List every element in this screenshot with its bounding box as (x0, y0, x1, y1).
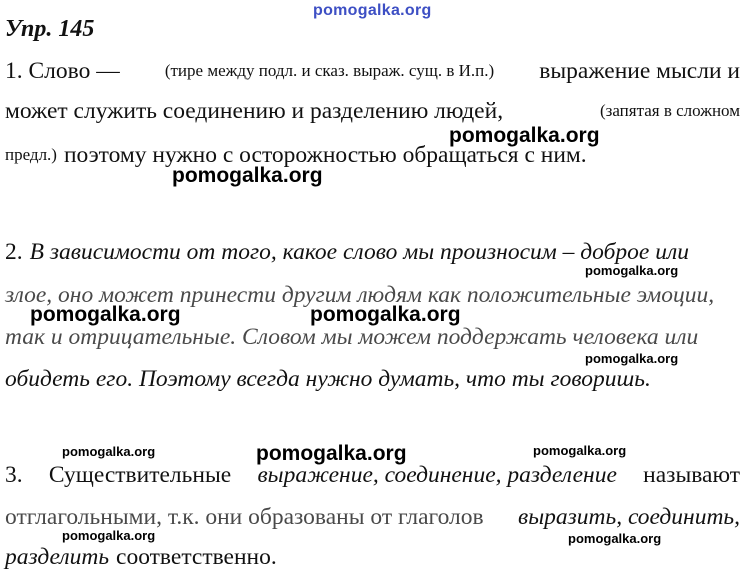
para3-line2-italic: выразить, соединить, (518, 504, 740, 530)
para1-line3-text: поэтому нужно с осторожностью обращаться с ним. (63, 142, 587, 168)
watermark: pomogalka.org (585, 351, 679, 366)
para3-line1-plain: Существительные (48, 462, 232, 488)
para1-line3 (5, 140, 740, 170)
exercise-title: Упр. 145 (5, 16, 95, 42)
para1-line1-tail: выражение мысли и (539, 58, 740, 84)
para1-note2: (запятая в сложном (599, 101, 740, 120)
para1-line1 (5, 56, 740, 86)
watermark: pomogalka.org (568, 531, 662, 546)
para2-number: 2. (5, 239, 23, 265)
watermark: pomogalka.org (310, 303, 461, 326)
para3-line3 (5, 542, 740, 572)
para1-line2-text: может служить соединению и разделению людей, (5, 98, 504, 124)
para2-line3: так и отрицательные. Словом мы можем поддержать человека или (5, 324, 699, 350)
watermark: pomogalka.org (30, 303, 181, 326)
watermark: pomogalka.org (256, 442, 407, 465)
watermark-top: pomogalka.org (313, 2, 432, 19)
para1-note1: (тире между подл. и сказ. выраж. сущ. в И.п.) (164, 61, 495, 80)
para3-line1-end: называют (643, 462, 740, 488)
para3-line3-italic: разделить (5, 544, 110, 570)
watermark: pomogalka.org (62, 444, 156, 459)
watermark: pomogalka.org (585, 263, 679, 278)
watermark: pomogalka.org (172, 164, 323, 187)
para1-number: 1. Слово — (5, 58, 120, 84)
watermark: pomogalka.org (533, 443, 627, 458)
watermark: pomogalka.org (62, 528, 156, 543)
para3-line2-plain: отглагольными, т.к. они образованы от глаголов (5, 504, 484, 530)
para3-line3-plain: соответственно. (116, 544, 277, 570)
para2-line4: обидеть его. Поэтому всегда нужно думать, что ты говоришь. (5, 366, 651, 392)
para2-line1-text: В зависимости от того, какое слово мы произносим – доброе или (29, 239, 689, 265)
para3-number: 3. (5, 462, 23, 488)
para1-line2 (5, 96, 740, 126)
watermark: pomogalka.org (449, 124, 600, 147)
para3-line1-italic: выражение, соединение, разделение (257, 462, 617, 488)
para2-line2: злое, оно может принести другим людям как положительные эмоции, (5, 282, 715, 308)
para1-note3: предл.) (5, 145, 57, 164)
